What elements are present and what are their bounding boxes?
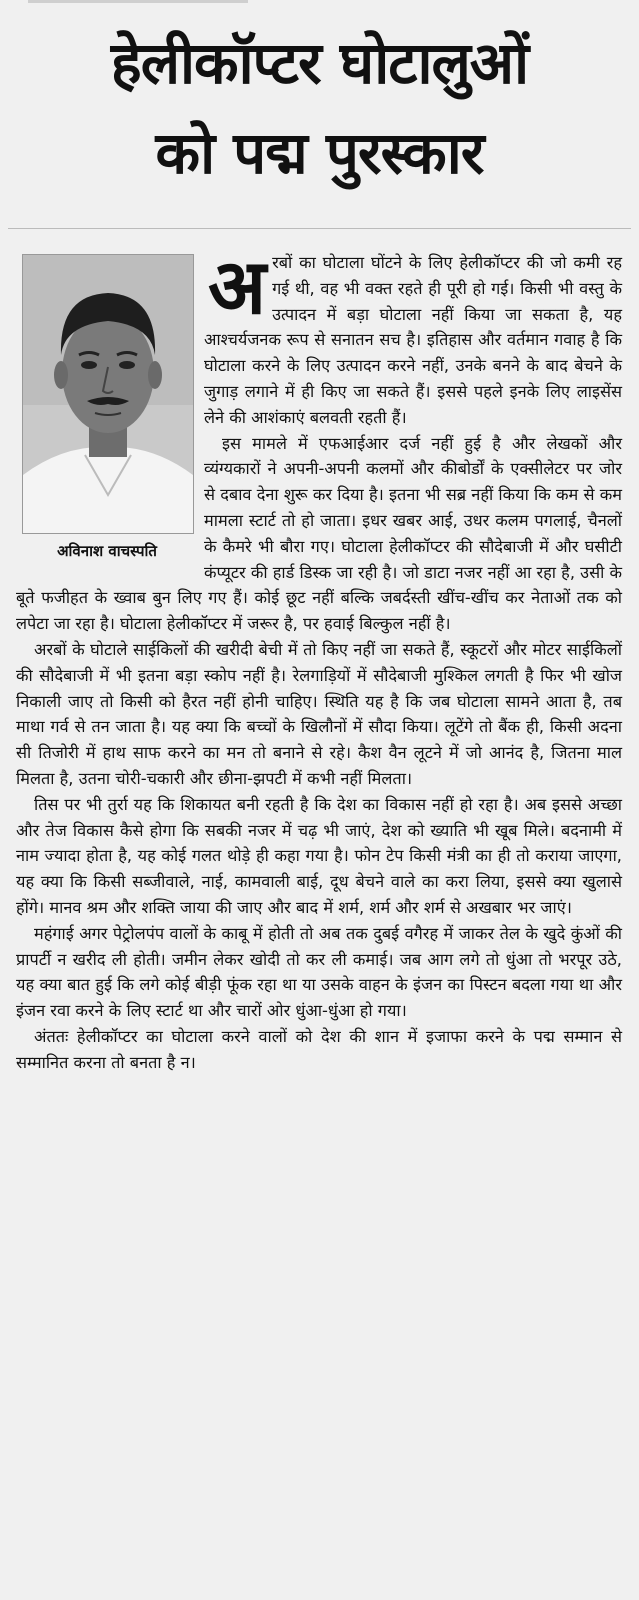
- paragraph-1-text: रबों का घोटाला घोंटने के लिए हेलीकॉप्टर की जो कमी रह गई थी, वह भी वक्त रहते ही पूरी हो गई। किसी भी वस्तु के उत्पादन में बड़ा घोटाला नहीं किया जा सकता है, यह आश्चर्यजनक रूप से सनातन सच है। इतिहास और वर्तमान गवाह है कि घोटाला करने के लिए उत्पादन करने नहीं, उनके बनने के बाद बेचने के जुगाड़ लगाने में ही किए जा सकते हैं। इससे पहले इनके लिए लाइसेंस लेने की आशंकाएं बलवती रहती हैं।: [204, 253, 622, 427]
- paragraph-5: महंगाई अगर पेट्रोलपंप वालों के काबू में होती तो अब तक दुबई वगैरह में जाकर तेल के खुदे कुंओं की प्रापर्टी न खरीद ली होती। जमीन लेकर खोदी तो कर ली कमाई। जब आग लगे तो धुंआ तो भरपूर उठे, यह क्या बात हुई कि लगे कोई बीड़ी फूंक रहा था या उसके वाहन के इंजन का पिस्टन बदला गया था और इंजन रवा करने के लिए स्टार्ट था और चारों ओर धुंआ-धुंआ हो गया।: [16, 923, 622, 1021]
- paragraph-2: इस मामले में एफआईआर दर्ज नहीं हुई है और लेखकों और व्यंग्यकारों ने अपनी-अपनी कलमों और कीबोर्डों के एक्सीलेटर पर जोर से दबाव देना शुरू कर दिया है। इतना भी सब्र नहीं किया कि कम से कम मामला स्टार्ट तो हो जाता। इधर खबर आई, उधर कलम पगलाई, चैनलों के कैमरे भी बौरा गए। घोटाला हेलीकॉप्टर की सौदेबाजी में और घसीटी कंप्यूटर की हार्ड डिस्क जा रही है। जो डाटा नजर नहीं आ रहा है, उसी के बूते फजीहत के ख्वाब बुन लिए गए हैं। कोई छूट नहीं बल्कि जबर्दस्ती खींच-खींच कर नेताओं तक को लपेटा जा रहा है। घोटाला हेलीकॉप्टर में जरूर है, पर हवाई बिल्कुल नहीं है।: [16, 433, 622, 634]
- top-rule: [28, 0, 248, 3]
- photo-float-spacer: [16, 250, 204, 572]
- paragraph-6: अंततः हेलीकॉप्टर का घोटाला करने वालों को देश की शान में इजाफा करने के पद्म सम्मान से सम्मानित करना तो बनता है न।: [16, 1026, 622, 1072]
- paragraph-4: तिस पर भी तुर्रा यह कि शिकायत बनी रहती है कि देश का विकास नहीं हो रहा है। अब इससे अच्छा और तेज विकास कैसे होगा कि सबकी नजर में चढ़ भी जाएं, देश को ख्याति भी खूब मिले। बदनामी में नाम ज्यादा होता है, यह कोई गलत थोड़े ही कहा गया है। फोन टेप किसी मंत्री का ही तो कराया जाएगा, यह क्या कि किसी सब्जीवाले, नाई, कामवाली बाई, दूध बेचने वाले का करा लिया, इससे क्या खुलासे होंगे। मानव श्रम और शक्ति जाया की जाए और बाद में शर्म, शर्म और शर्म से अखबार भर जाएं।: [16, 794, 622, 917]
- paragraph-3: अरबों के घोटाले साईकिलों की खरीदी बेची में तो किए नहीं जा सकते हैं, स्कूटरों और मोटर साईकिलों की सौदेबाजी में भी इतना बड़ा स्कोप नहीं है। रेलगाड़ियों में सौदेबाजी मुश्किल लगती है फिर भी खोज निकाली जाए तो किसी को हैरत नहीं होनी चाहिए। स्थिति यह है कि जब घोटाला सामने आता है, तब माथा गर्व से तन जाता है। यह क्या कि बच्चों के खिलौनों में सौदा किया। लूटेंगे तो बैंक ही, किसी अदना सी तिजोरी में हाथ साफ करने का मन तो बनाने से रहे। कैश वैन लूटने में जो आनंद है, जितना माल मिलता है, उतना चोरी-चकारी और छीना-झपटी में कभी नहीं मिलता।: [16, 639, 622, 788]
- headline-line-1: हेलीकॉप्टर घोटालुओं: [110, 29, 529, 97]
- drop-cap: अ: [208, 242, 267, 331]
- headline: [10, 18, 629, 198]
- headline-divider: [8, 228, 631, 229]
- article-body: [16, 242, 622, 1590]
- author-name: अविनाश वाचस्पति: [57, 542, 157, 560]
- headline-line-2: को पद्म पुरस्कार: [155, 119, 484, 187]
